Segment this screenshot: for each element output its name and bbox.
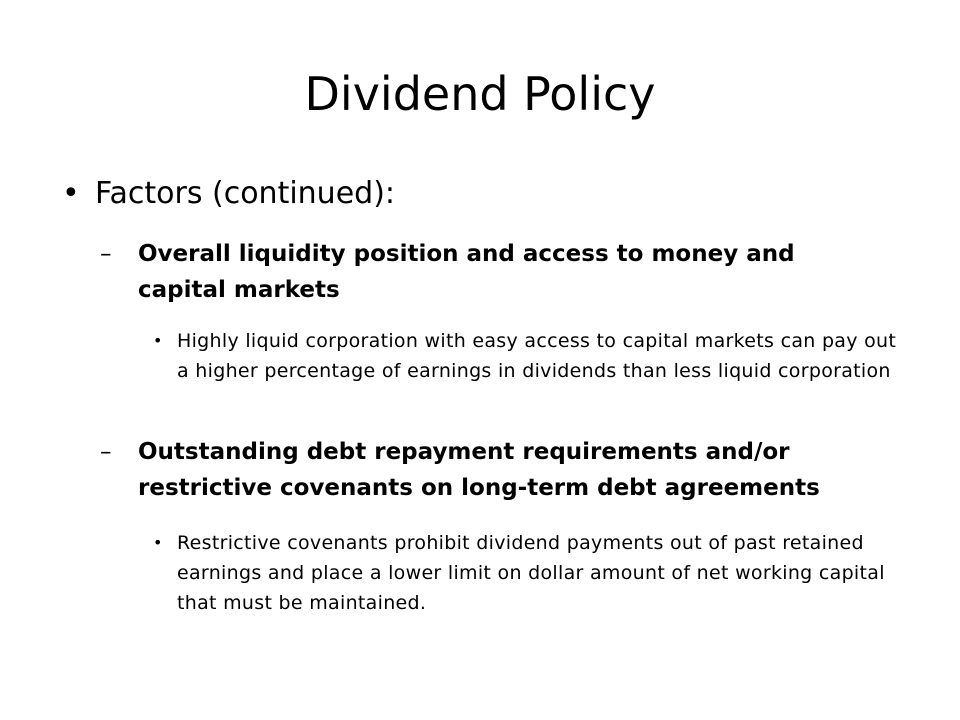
detail-debt-text: Restrictive covenants prohibit dividend payments out of past retained earnings and place a lower limit on dollar amount of net working capital that must be maintained. xyxy=(177,532,885,614)
sub-item-debt xyxy=(100,434,900,506)
detail-liquidity xyxy=(153,326,897,386)
bullet-dot-icon: • xyxy=(153,533,163,552)
sub-item-liquidity-text: Overall liquidity position and access to money and capital markets xyxy=(138,241,795,303)
bullet-factors-text: Factors (continued): xyxy=(95,176,395,211)
sub-item-liquidity xyxy=(100,236,900,308)
dash-icon: – xyxy=(100,439,112,465)
detail-debt xyxy=(153,528,893,618)
slide-title: Dividend Policy xyxy=(304,67,656,121)
bullet-dot-icon: • xyxy=(62,176,80,211)
detail-liquidity-text: Highly liquid corporation with easy access to capital markets can pay out a higher percentage of earnings in dividends than less liquid corporation xyxy=(177,330,897,382)
dash-icon: – xyxy=(100,241,112,267)
bullet-dot-icon: • xyxy=(153,331,163,350)
sub-item-debt-text: Outstanding debt repayment requirements and/or restrictive covenants on long-term debt agreements xyxy=(138,439,820,501)
